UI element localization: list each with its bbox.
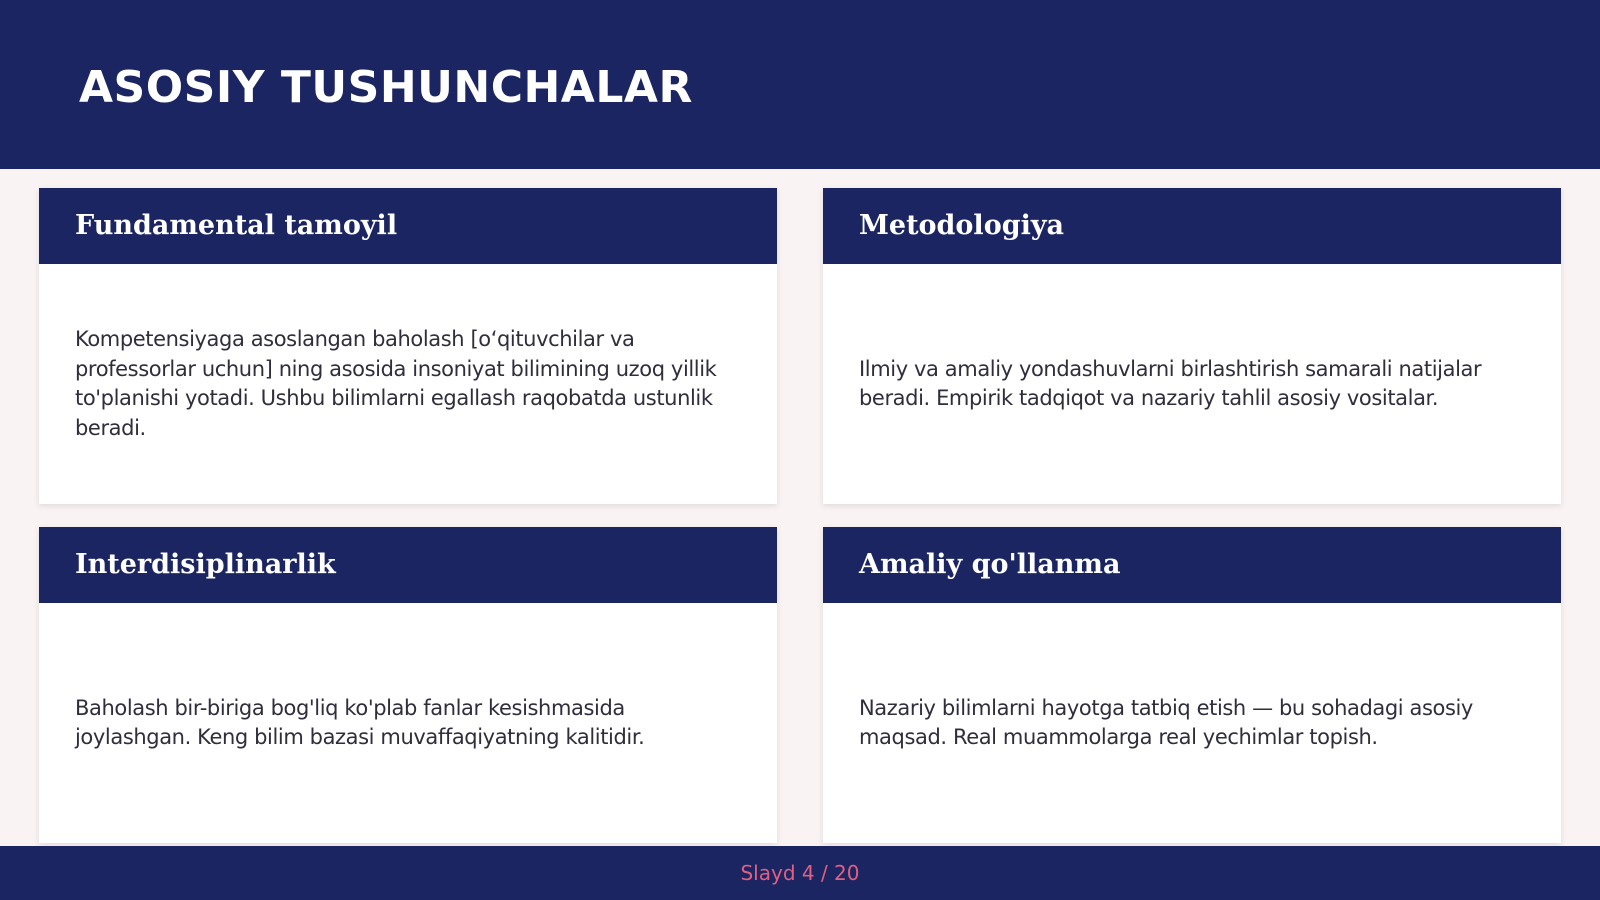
card-practical-guide <box>823 527 1561 843</box>
card-title: Fundamental tamoyil <box>75 210 398 241</box>
card-fundamental-principle <box>39 188 777 504</box>
card-text: Nazariy bilimlarni hayotga tatbiq etish — bu sohadagi asosiy maqsad. Real muammolarga real yechimlar topish. <box>859 695 1473 749</box>
card-title: Metodologiya <box>859 210 1065 241</box>
card-header <box>823 527 1561 603</box>
card-header <box>823 188 1561 264</box>
card-title: Amaliy qo'llanma <box>859 549 1121 580</box>
slide-counter: Slayd 4 / 20 <box>740 861 860 885</box>
card-text: Kompetensiyaga asoslangan baholash [o‘qituvchilar va professorlar uchun] ning asosida insoniyat bilimining uzoq yillik to'planishi yotadi. Ushbu bilimlarni egallash raqobatda ustunlik beradi. <box>75 327 717 440</box>
card-methodology <box>823 188 1561 504</box>
card-interdisciplinarity <box>39 527 777 843</box>
card-body <box>75 603 741 843</box>
slide-footer <box>0 846 1600 900</box>
card-text: Baholash bir-biriga bog'liq ko'plab fanlar kesishmasida joylashgan. Keng bilim bazasi muvaffaqiyatning kalitidir. <box>75 695 645 749</box>
card-header <box>39 527 777 603</box>
card-title: Interdisiplinarlik <box>75 549 336 580</box>
card-body <box>859 603 1525 843</box>
card-header <box>39 188 777 264</box>
card-body <box>75 264 741 504</box>
card-body <box>859 264 1525 504</box>
slide-header <box>0 0 1600 169</box>
page-title: ASOSIY TUSHUNCHALAR <box>79 62 693 113</box>
card-text: Ilmiy va amaliy yondashuvlarni birlashtirish samarali natijalar beradi. Empirik tadqiqot va nazariy tahlil asosiy vositalar. <box>859 356 1482 410</box>
